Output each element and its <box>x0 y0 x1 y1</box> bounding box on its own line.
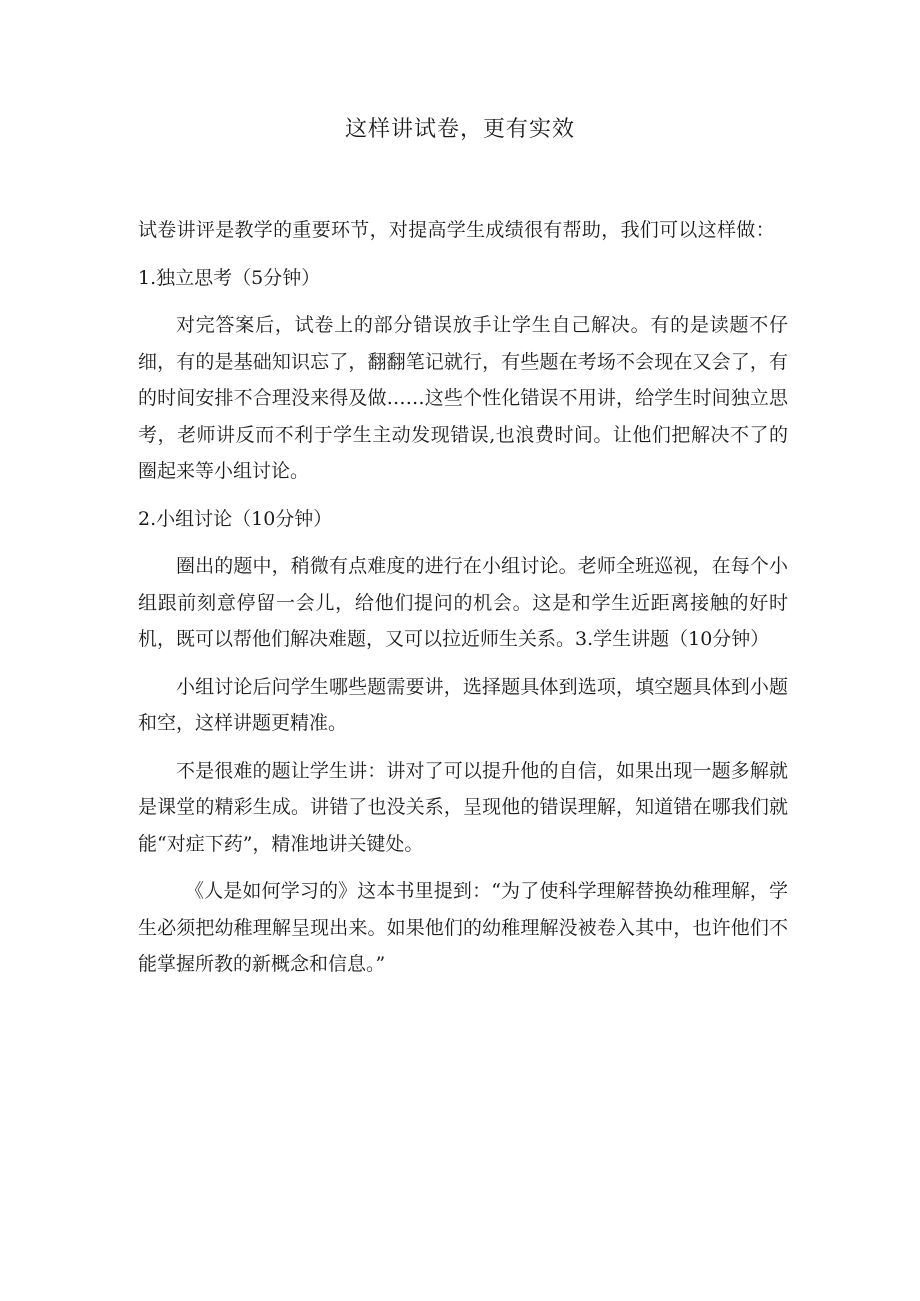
paragraph-student-explain: 小组讨论后问学生哪些题需要讲，选择题具体到选项，填空题具体到小题和空，这样讲题更精准。 <box>138 675 788 734</box>
paragraph-independent-thinking: 对完答案后，试卷上的部分错误放手让学生自己解决。有的是读题不仔细，有的是基础知识忘了，翻翻笔记就行，有些题在考场不会现在又会了，有的时间安排不合理没来得及做……这些个性化错误不用讲，给学生时间独立思考，老师讲反而不利于学生主动发现错误,也浪费时间。让他们把解决不了的圈起来等小组讨论。 <box>138 314 788 482</box>
paragraph-student-explain-benefits: 不是很难的题让学生讲：讲对了可以提升他的自信，如果出现一题多解就是课堂的精彩生成。讲错了也没关系，呈现他的错误理解，知道错在哪我们就能“对症下药”，精准地讲关键处。 <box>138 759 788 855</box>
section-heading-group-discussion: 2.小组讨论（10分钟） <box>138 507 333 530</box>
document-title: 这样讲试卷，更有实效 <box>344 117 575 142</box>
document-body <box>138 212 788 994</box>
intro-paragraph: 试卷讲评是教学的重要环节，对提高学生成绩很有帮助，我们可以这样做： <box>138 219 775 241</box>
section-heading-independent-thinking: 1.独立思考（5分钟） <box>138 266 321 289</box>
paragraph-group-discussion: 圈出的题中，稍微有点难度的进行在小组讨论。老师全班巡视，在每个小组跟前刻意停留一会儿，给他们提问的机会。这是和学生近距离接触的好时机，既可以帮他们解决难题，又可以拉近师生关系。3.学生讲题（10分钟） <box>138 555 788 650</box>
book-quote-paragraph: 《人是如何学习的》这本书里提到：“为了使科学理解替换幼稚理解，学生必须把幼稚理解呈现出来。如果他们的幼稚理解没被卷入其中，也许他们不能掌握所教的新概念和信息。” <box>138 880 788 975</box>
